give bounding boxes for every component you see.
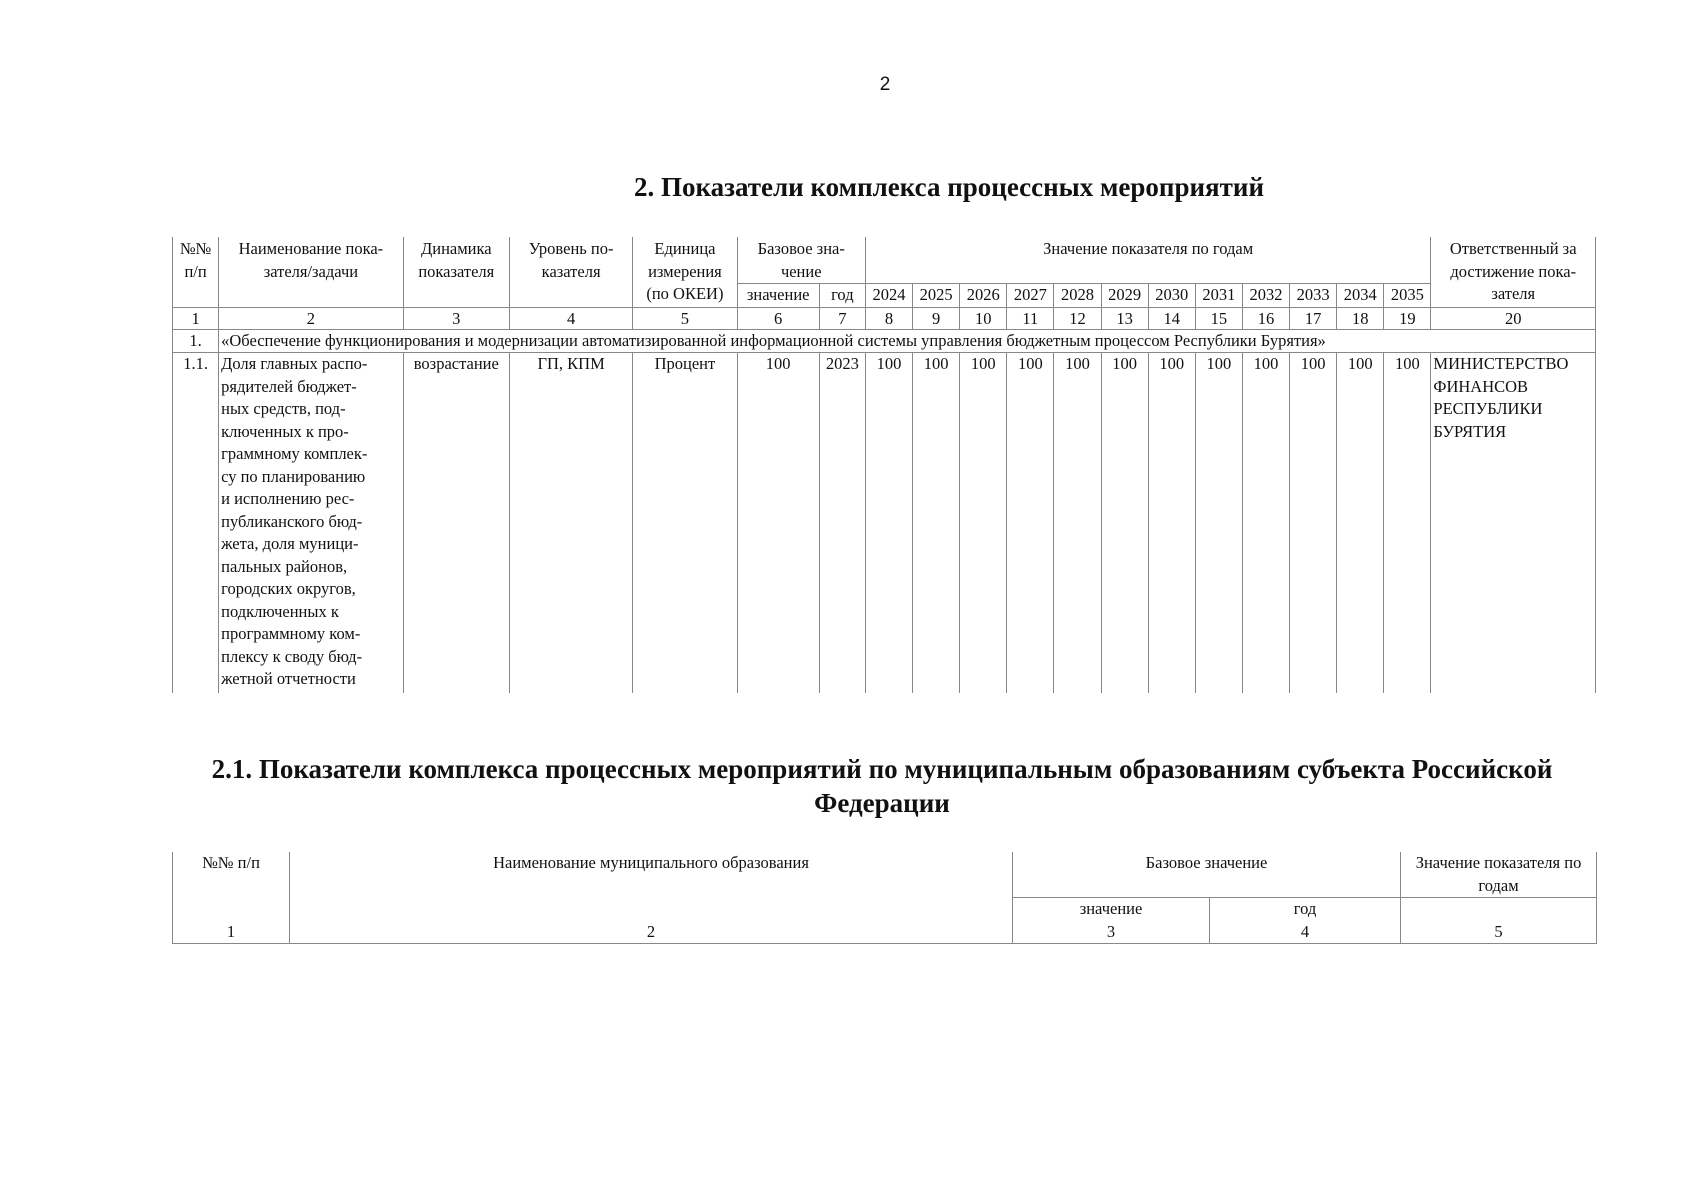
header-year: 2029 bbox=[1101, 284, 1148, 308]
header-year: 2034 bbox=[1337, 284, 1384, 308]
indicator-name-line: и исполнению рес- bbox=[221, 489, 355, 508]
task-row bbox=[173, 329, 1596, 353]
year-value: 100 bbox=[1195, 353, 1242, 694]
year-value: 100 bbox=[865, 353, 912, 694]
indicator-name-line: публиканского бюд- bbox=[221, 511, 363, 531]
header-years-blank bbox=[1401, 898, 1597, 921]
header-year: 2028 bbox=[1054, 284, 1101, 308]
header-unit: Единица измерения (по ОКЕИ) bbox=[633, 238, 737, 308]
year-value: 100 bbox=[1384, 353, 1431, 694]
header-year: 2035 bbox=[1384, 284, 1431, 308]
header-base-value: значение bbox=[737, 284, 819, 308]
header-responsible: Ответственный за достижение пока-зателя bbox=[1431, 238, 1596, 308]
year-value: 100 bbox=[913, 353, 960, 694]
column-number: 2 bbox=[219, 307, 404, 329]
column-number: 10 bbox=[960, 307, 1007, 329]
column-number: 19 bbox=[1384, 307, 1431, 329]
column-number: 11 bbox=[1007, 307, 1054, 329]
column-number: 9 bbox=[913, 307, 960, 329]
column-number: 17 bbox=[1290, 307, 1337, 329]
header-year: 2031 bbox=[1195, 284, 1242, 308]
responsible-value bbox=[1431, 353, 1596, 694]
indicator-name-line: граммному комплек- bbox=[221, 444, 368, 463]
header-num: №№ п/п bbox=[173, 852, 290, 921]
section-1-title: 2. Показатели комплекса процессных мероприятий bbox=[633, 172, 1265, 202]
header-level: Уровень по-казателя bbox=[509, 238, 632, 308]
responsible-line: БУРЯТИЯ bbox=[1433, 421, 1507, 441]
page-number: 2 bbox=[879, 74, 891, 95]
column-number: 1 bbox=[173, 307, 219, 329]
header-year: 2026 bbox=[960, 284, 1007, 308]
column-number: 1 bbox=[173, 921, 290, 944]
column-number: 13 bbox=[1101, 307, 1148, 329]
year-value: 100 bbox=[960, 353, 1007, 694]
header-year: 2027 bbox=[1007, 284, 1054, 308]
indicator-name-line: жета, доля муници- bbox=[221, 534, 359, 553]
column-number: 5 bbox=[1401, 921, 1597, 944]
indicator-name-line: городских округов, bbox=[221, 579, 356, 598]
section-2-title: 2.1. Показатели комплекса процессных мероприятий по муниципальным образованиям субъекта Российской Федерации bbox=[211, 754, 1553, 818]
column-number: 2 bbox=[290, 921, 1013, 944]
year-value: 100 bbox=[1290, 353, 1337, 694]
indicator-name-line: плексу к своду бюд- bbox=[221, 646, 363, 666]
task-number: 1. bbox=[173, 329, 219, 353]
year-value: 100 bbox=[1007, 353, 1054, 694]
indicator-name-line: рядителей бюджет- bbox=[221, 376, 357, 396]
level-value: ГП, КПМ bbox=[509, 353, 632, 694]
header-base-value: значение bbox=[1013, 898, 1210, 921]
responsible-line: МИНИСТЕРСТВО bbox=[1433, 354, 1569, 373]
indicator-name-line: подключенных к bbox=[221, 601, 339, 621]
indicator-name-line: ных средств, под- bbox=[221, 399, 346, 418]
indicator-name-line: Доля главных распо- bbox=[221, 354, 368, 373]
header-year: 2024 bbox=[865, 284, 912, 308]
municipal-indicators-table bbox=[172, 852, 1597, 944]
header-base-year: год bbox=[819, 284, 865, 308]
header-by-years: Значение показателя по годам bbox=[1401, 852, 1597, 898]
header-by-years: Значение показателя по годам bbox=[865, 238, 1431, 284]
year-value: 100 bbox=[1337, 353, 1384, 694]
process-indicators-table bbox=[172, 237, 1596, 693]
base-year: 2023 bbox=[819, 353, 865, 694]
year-value: 100 bbox=[1242, 353, 1289, 694]
year-value: 100 bbox=[1054, 353, 1101, 694]
column-number: 4 bbox=[1210, 921, 1401, 944]
indicator-name-line: жетной отчетности bbox=[221, 669, 356, 688]
column-number: 3 bbox=[1013, 921, 1210, 944]
task-text: «Обеспечение функционирования и модернизации автоматизированной информационной системы управления бюджетным процессом Республики Бурятия» bbox=[219, 329, 1596, 353]
header-num: №№ п/п bbox=[173, 238, 219, 308]
column-number: 14 bbox=[1148, 307, 1195, 329]
base-value: 100 bbox=[737, 353, 819, 694]
indicator-name-line: су по планированию bbox=[221, 466, 366, 486]
header-year: 2033 bbox=[1290, 284, 1337, 308]
header-year: 2032 bbox=[1242, 284, 1289, 308]
column-number: 5 bbox=[633, 307, 737, 329]
column-numbers-row bbox=[173, 307, 1596, 329]
responsible-line: ФИНАНСОВ bbox=[1433, 376, 1529, 396]
header-year: 2025 bbox=[913, 284, 960, 308]
column-number: 18 bbox=[1337, 307, 1384, 329]
indicator-name-line: пальных районов, bbox=[221, 556, 348, 576]
indicator-name-line: программному ком- bbox=[221, 624, 361, 643]
year-value: 100 bbox=[1101, 353, 1148, 694]
column-number: 15 bbox=[1195, 307, 1242, 329]
year-value: 100 bbox=[1148, 353, 1195, 694]
header-name: Наименование пока-зателя/задачи bbox=[219, 238, 404, 308]
header-base: Базовое значение bbox=[1013, 852, 1401, 898]
dynamics-value: возрастание bbox=[403, 353, 509, 694]
column-number: 3 bbox=[403, 307, 509, 329]
column-number: 20 bbox=[1431, 307, 1596, 329]
indicator-name bbox=[219, 353, 404, 694]
column-number: 7 bbox=[819, 307, 865, 329]
column-number: 4 bbox=[509, 307, 632, 329]
column-number: 16 bbox=[1242, 307, 1289, 329]
header-municipality-name: Наименование муниципального образования bbox=[290, 852, 1013, 921]
responsible-line: РЕСПУБЛИКИ bbox=[1433, 399, 1543, 418]
unit-value: Процент bbox=[633, 353, 737, 694]
column-number: 12 bbox=[1054, 307, 1101, 329]
header-dynamics: Динамика показателя bbox=[403, 238, 509, 308]
column-numbers-row bbox=[173, 921, 1597, 944]
header-base-year: год bbox=[1210, 898, 1401, 921]
column-number: 6 bbox=[737, 307, 819, 329]
header-base: Базовое зна-чение bbox=[737, 238, 865, 284]
indicator-name-line: ключенных к про- bbox=[221, 421, 349, 441]
column-number: 8 bbox=[865, 307, 912, 329]
table-row bbox=[173, 353, 1596, 694]
header-year: 2030 bbox=[1148, 284, 1195, 308]
row-number: 1.1. bbox=[173, 353, 219, 694]
